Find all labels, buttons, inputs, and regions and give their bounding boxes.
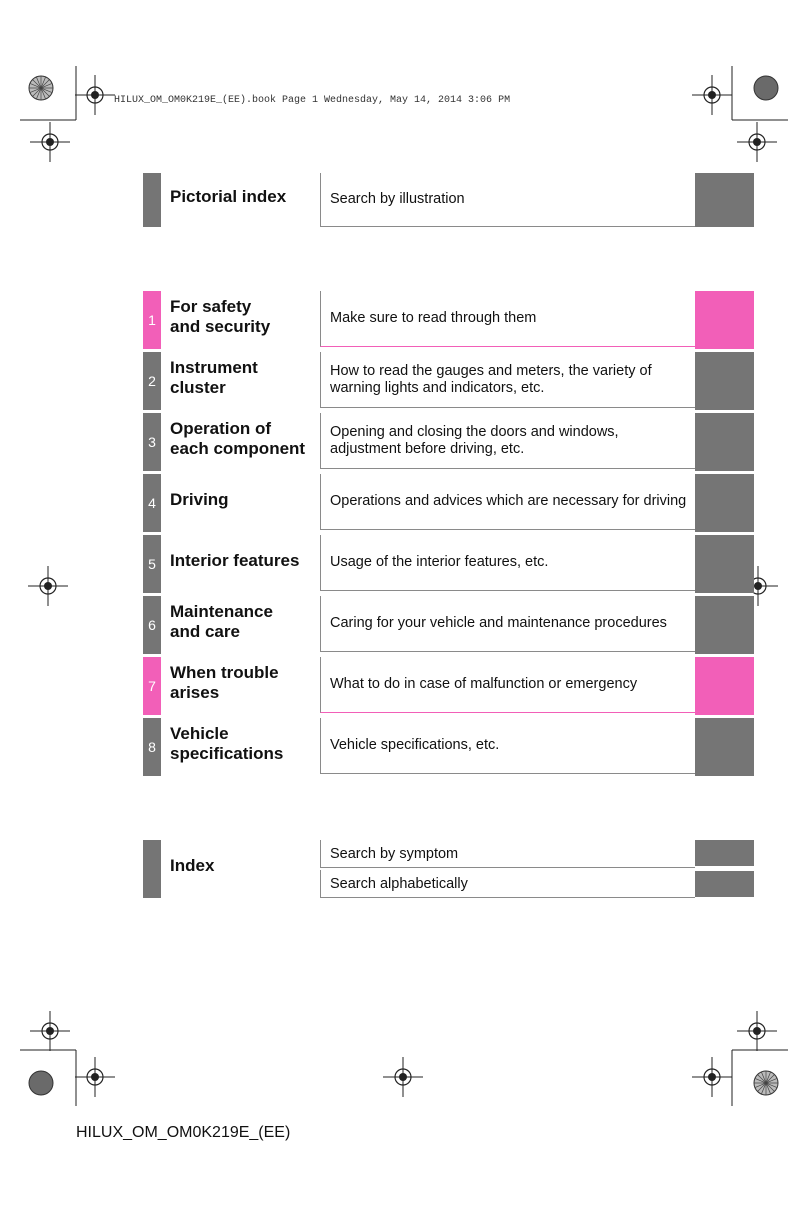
pictorial-index-tab [143, 173, 161, 227]
chapter-thumb-tab [695, 596, 754, 654]
pictorial-index-row[interactable] [143, 173, 754, 227]
chapter-row-4[interactable] [143, 474, 754, 532]
chapter-title: When trouble arises [170, 663, 279, 702]
index-tab [143, 840, 161, 898]
chapter-number: 5 [143, 535, 161, 593]
chapter-title: Maintenance and care [170, 602, 273, 641]
chapter-title: Interior features [170, 551, 300, 570]
chapter-number: 1 [143, 291, 161, 349]
chapter-description: Opening and closing the doors and windows, adjustment before driving, etc. [320, 413, 695, 469]
chapter-row-1[interactable] [143, 291, 754, 349]
chapter-description: Make sure to read through them [320, 291, 695, 347]
chapter-title: Driving [170, 490, 229, 509]
chapter-description: Vehicle specifications, etc. [320, 718, 695, 774]
chapter-number: 7 [143, 657, 161, 715]
chapter-row-2[interactable] [143, 352, 754, 410]
pictorial-index-description: Search by illustration [320, 173, 695, 227]
chapter-thumb-tab [695, 352, 754, 410]
index-title: Index [170, 856, 215, 875]
chapter-thumb-tab [695, 413, 754, 471]
chapter-number: 6 [143, 596, 161, 654]
search-alphabetically-link[interactable]: Search alphabetically [320, 870, 695, 898]
chapter-description: Caring for your vehicle and maintenance procedures [320, 596, 695, 652]
chapter-row-3[interactable] [143, 413, 754, 471]
chapter-thumb-tab [695, 535, 754, 593]
index-row [143, 840, 754, 898]
chapter-thumb-tab [695, 657, 754, 715]
search-by-symptom-link[interactable]: Search by symptom [320, 840, 695, 868]
chapter-row-5[interactable] [143, 535, 754, 593]
chapter-number: 4 [143, 474, 161, 532]
alphabetical-thumb-tab [695, 871, 754, 897]
print-file-header: HILUX_OM_OM0K219E_(EE).book Page 1 Wednesday, May 14, 2014 3:06 PM [114, 95, 511, 106]
chapter-description: Operations and advices which are necessary for driving [320, 474, 695, 530]
chapter-description: What to do in case of malfunction or emergency [320, 657, 695, 713]
chapter-thumb-tab [695, 718, 754, 776]
chapter-row-6[interactable] [143, 596, 754, 654]
chapter-description: How to read the gauges and meters, the variety of warning lights and indicators, etc. [320, 352, 695, 408]
manual-code: HILUX_OM_OM0K219E_(EE) [76, 1124, 291, 1141]
chapter-row-7[interactable] [143, 657, 754, 715]
chapter-number: 2 [143, 352, 161, 410]
chapter-title: For safety and security [170, 297, 271, 336]
chapter-title: Vehicle specifications [170, 724, 284, 763]
chapter-title: Instrument cluster [170, 358, 258, 397]
chapter-thumb-tab [695, 474, 754, 532]
chapter-title: Operation of each component [170, 419, 306, 458]
chapter-thumb-tab [695, 291, 754, 349]
chapter-row-8[interactable] [143, 718, 754, 776]
symptom-thumb-tab [695, 840, 754, 866]
pictorial-index-thumb-tab [695, 173, 754, 227]
chapter-number: 3 [143, 413, 161, 471]
chapter-description: Usage of the interior features, etc. [320, 535, 695, 591]
pictorial-index-title: Pictorial index [170, 187, 287, 206]
chapter-number: 8 [143, 718, 161, 776]
